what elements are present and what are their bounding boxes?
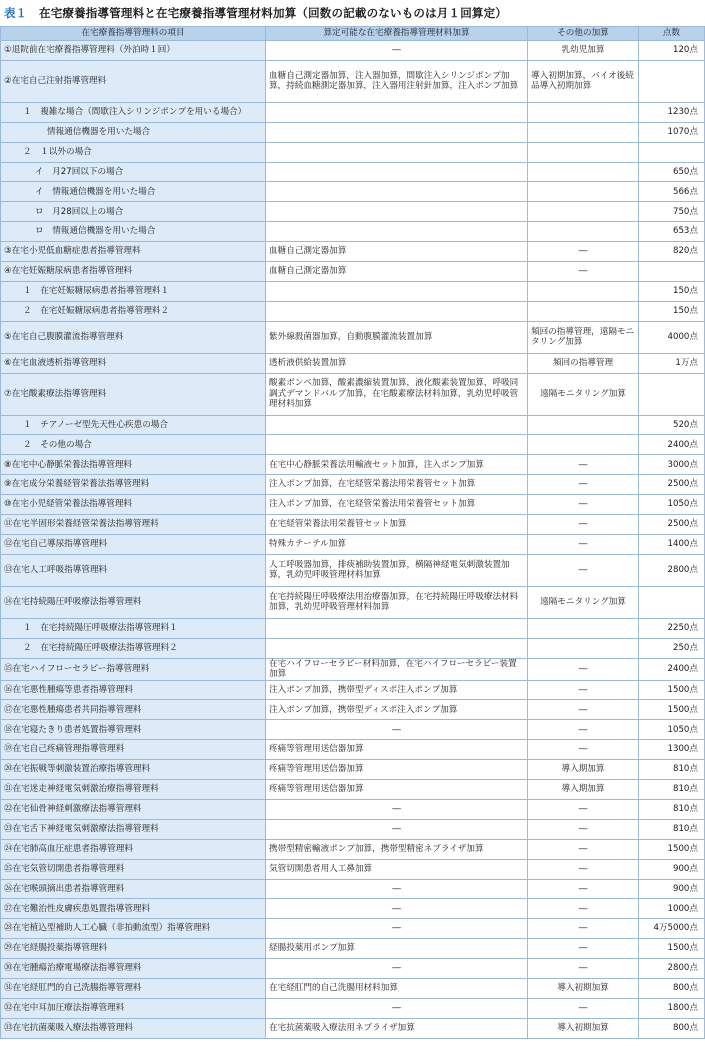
addition-cell: ― [266,879,528,899]
other-addition-cell: 導入初期加算 [528,978,639,998]
points-cell: 4000点 [639,321,705,353]
points-cell: 150点 [639,301,705,321]
table-title [0,0,705,26]
points-cell: 1070点 [639,122,705,142]
item-cell: ⑳在宅振戦等刺激装置治療指導管理料 [1,760,266,780]
table-row [1,182,705,202]
addition-cell [266,435,528,455]
addition-cell: 疼痛等管理用送信器加算 [266,740,528,760]
other-addition-cell: ― [528,919,639,939]
points-cell: 120点 [639,41,705,61]
item-cell: ２ その他の場合 [1,435,266,455]
other-addition-cell: ― [528,879,639,899]
other-addition-cell: ― [528,554,639,586]
addition-cell: 注入ポンプ加算，在宅経管栄養法用栄養管セット加算 [266,475,528,495]
other-addition-cell: 乳幼児加算 [528,41,639,61]
addition-cell: ― [266,819,528,839]
item-cell: １ 在宅妊娠糖尿病患者指導管理料１ [1,281,266,301]
addition-cell [266,638,528,658]
table-row [1,658,705,680]
other-addition-cell: ― [528,839,639,859]
other-addition-cell: ― [528,262,639,282]
addition-cell: 在宅ハイフローセラピー材料加算，在宅ハイフローセラピー装置加算 [266,658,528,680]
item-cell: ㉓在宅舌下神経電気刺激療法指導管理料 [1,819,266,839]
addition-cell [266,202,528,222]
addition-cell [266,618,528,638]
points-cell: 1万点 [639,353,705,373]
item-cell: ２ １以外の場合 [1,142,266,162]
other-addition-cell: ― [528,455,639,475]
addition-cell [266,162,528,182]
item-cell: ㉜在宅中耳加圧療法指導管理料 [1,998,266,1018]
item-cell: ㉚在宅腫瘍治療電場療法指導管理料 [1,959,266,979]
header-item: 在宅療養指導管理料の項目 [1,27,266,41]
table-row [1,222,705,242]
other-addition-cell: ― [528,242,639,262]
points-cell [639,142,705,162]
addition-cell: 紫外線殺菌器加算，自動腹膜灌流装置加算 [266,321,528,353]
table-row [1,1018,705,1038]
points-cell: 1050点 [639,495,705,515]
other-addition-cell [528,435,639,455]
other-addition-cell: ― [528,799,639,819]
other-addition-cell: ― [528,475,639,495]
table-row [1,321,705,353]
item-cell: ⑥在宅血液透析指導管理料 [1,353,266,373]
item-cell: イ 月27回以下の場合 [1,162,266,182]
item-cell: ④在宅妊娠糖尿病患者指導管理料 [1,262,266,282]
points-cell: 2400点 [639,658,705,680]
table-row [1,799,705,819]
item-cell: ⑩在宅小児経管栄養法指導管理料 [1,495,266,515]
other-addition-cell: ― [528,515,639,535]
other-addition-cell [528,415,639,435]
table-row [1,554,705,586]
table-row [1,899,705,919]
item-cell: ⑮在宅ハイフローセラピー指導管理料 [1,658,266,680]
other-addition-cell [528,222,639,242]
other-addition-cell: 頻回の指導管理 [528,353,639,373]
item-cell: ⑨在宅成分栄養経管栄養法指導管理料 [1,475,266,495]
other-addition-cell: 導入初期加算 [528,1018,639,1038]
points-cell [639,586,705,618]
addition-cell: 気管切開患者用人工鼻加算 [266,859,528,879]
item-cell: ㉖在宅喉頭摘出患者指導管理料 [1,879,266,899]
table-row [1,680,705,700]
table-row [1,819,705,839]
table-row [1,586,705,618]
table-row [1,978,705,998]
table-row [1,618,705,638]
item-cell: ㉘在宅植込型補助人工心臓（非拍動流型）指導管理料 [1,919,266,939]
addition-cell: 在宅持続陽圧呼吸療法用治療器加算，在宅持続陽圧呼吸療法材料加算，乳幼児呼吸管理材料加算 [266,586,528,618]
points-cell: 1400点 [639,534,705,554]
item-cell: ロ 月28回以上の場合 [1,202,266,222]
addition-cell: 経腸投薬用ポンプ加算 [266,939,528,959]
table-label: 表１ [4,6,27,20]
other-addition-cell: ― [528,819,639,839]
addition-cell [266,122,528,142]
table-row [1,301,705,321]
addition-cell: 透析液供給装置加算 [266,353,528,373]
addition-cell: 携帯型精密輸液ポンプ加算，携帯型精密ネブライザ加算 [266,839,528,859]
addition-cell: 血糖自己測定器加算 [266,242,528,262]
points-cell: 1500点 [639,680,705,700]
points-cell: 3000点 [639,455,705,475]
table-row [1,780,705,800]
item-cell: ⑱在宅寝たきり患者処置指導管理料 [1,720,266,740]
table-row [1,859,705,879]
addition-cell: 特殊カテーテル加算 [266,534,528,554]
item-cell: ㉗在宅難治性皮膚疾患処置指導管理料 [1,899,266,919]
addition-cell: ― [266,720,528,740]
item-cell: ㉙在宅経腸投薬指導管理料 [1,939,266,959]
other-addition-cell [528,202,639,222]
addition-cell: 在宅中心静脈栄養法用輸液セット加算，注入ポンプ加算 [266,455,528,475]
points-cell: 2500点 [639,475,705,495]
other-addition-cell: ― [528,700,639,720]
item-cell: ㉝在宅抗菌薬吸入療法指導管理料 [1,1018,266,1038]
table-row [1,638,705,658]
other-addition-cell: ― [528,720,639,740]
table-row [1,959,705,979]
other-addition-cell: 導入期加算 [528,780,639,800]
item-cell: １ チアノーゼ型先天性心疾患の場合 [1,415,266,435]
points-cell: 1800点 [639,998,705,1018]
addition-cell: 注入ポンプ加算，在宅経管栄養法用栄養管セット加算 [266,495,528,515]
addition-cell [266,301,528,321]
item-cell: ⑦在宅酸素療法指導管理料 [1,373,266,415]
table-row [1,242,705,262]
addition-cell: 血糖自己測定器加算，注入器加算，間歇注入シリンジポンプ加算，持続血糖測定器加算，注入器用注射針加算，注入ポンプ加算 [266,60,528,102]
other-addition-cell: ― [528,658,639,680]
item-cell: ２ 在宅持続陽圧呼吸療法指導管理料２ [1,638,266,658]
item-cell: 情報通信機器を用いた場合 [1,122,266,142]
other-addition-cell [528,142,639,162]
table-row [1,455,705,475]
management-fee-table [0,26,705,1039]
item-cell: ②在宅自己注射指導管理料 [1,60,266,102]
addition-cell: 注入ポンプ加算，携帯型ディスポ注入ポンプ加算 [266,700,528,720]
addition-cell: 疼痛等管理用送信器加算 [266,760,528,780]
item-cell: ⑲在宅自己疼痛管理指導管理料 [1,740,266,760]
item-cell: ２ 在宅妊娠糖尿病患者指導管理料２ [1,301,266,321]
points-cell: 2800点 [639,959,705,979]
addition-cell: 人工呼吸器加算，排痰補助装置加算，横隔神経電気刺激装置加算，乳幼児呼吸管理材料加算 [266,554,528,586]
table-row [1,495,705,515]
points-cell: 150点 [639,281,705,301]
points-cell: 4万5000点 [639,919,705,939]
points-cell: 820点 [639,242,705,262]
item-cell: ⑭在宅持続陽圧呼吸療法指導管理料 [1,586,266,618]
table-row [1,475,705,495]
other-addition-cell: ― [528,740,639,760]
other-addition-cell [528,301,639,321]
points-cell: 650点 [639,162,705,182]
item-cell: ⑫在宅自己導尿指導管理料 [1,534,266,554]
table-body [1,41,705,1039]
other-addition-cell: ― [528,959,639,979]
addition-cell [266,182,528,202]
addition-cell: 酸素ボンベ加算，酸素濃縮装置加算，液化酸素装置加算，呼吸同調式デマンドバルブ加算，在宅酸素療法材料加算，乳幼児呼吸管理材料加算 [266,373,528,415]
points-cell: 810点 [639,780,705,800]
addition-cell: ― [266,998,528,1018]
points-cell: 1000点 [639,899,705,919]
header-other: その他の加算 [528,27,639,41]
addition-cell: 在宅抗菌薬吸入療法用ネブライザ加算 [266,1018,528,1038]
points-cell [639,262,705,282]
points-cell: 800点 [639,978,705,998]
addition-cell [266,222,528,242]
other-addition-cell [528,618,639,638]
item-cell: イ 情報通信機器を用いた場合 [1,182,266,202]
points-cell: 1230点 [639,102,705,122]
other-addition-cell: ― [528,495,639,515]
points-cell: 653点 [639,222,705,242]
other-addition-cell: ― [528,859,639,879]
item-cell: ①退院前在宅療養指導管理料（外泊時１回） [1,41,266,61]
addition-cell: ― [266,959,528,979]
points-cell: 2250点 [639,618,705,638]
addition-cell: ― [266,919,528,939]
header-row [1,27,705,41]
other-addition-cell: 導入期加算 [528,760,639,780]
other-addition-cell [528,162,639,182]
addition-cell: ― [266,899,528,919]
other-addition-cell: 遠隔モニタリング加算 [528,373,639,415]
table-row [1,939,705,959]
item-cell: ⑯在宅悪性腫瘍等患者指導管理料 [1,680,266,700]
addition-cell: 在宅経肛門的自己洗腸用材料加算 [266,978,528,998]
other-addition-cell [528,102,639,122]
addition-cell: 注入ポンプ加算，携帯型ディスポ注入ポンプ加算 [266,680,528,700]
table-row [1,41,705,61]
addition-cell: 疼痛等管理用送信器加算 [266,780,528,800]
table-row [1,60,705,102]
points-cell: 1500点 [639,939,705,959]
points-cell: 2500点 [639,515,705,535]
points-cell: 566点 [639,182,705,202]
points-cell [639,373,705,415]
points-cell: 810点 [639,799,705,819]
points-cell: 2800点 [639,554,705,586]
item-cell: ⑪在宅半固形栄養経管栄養法指導管理料 [1,515,266,535]
points-cell: 810点 [639,819,705,839]
table-row [1,720,705,740]
table-title-text: 在宅療養指導管理料と在宅療養指導管理材料加算（回数の記載のないものは月１回算定） [39,6,507,20]
other-addition-cell: ― [528,534,639,554]
points-cell: 1500点 [639,839,705,859]
item-cell: ⑤在宅自己腹膜灌流指導管理料 [1,321,266,353]
addition-cell [266,102,528,122]
item-cell: ⑬在宅人工呼吸指導管理料 [1,554,266,586]
points-cell: 750点 [639,202,705,222]
item-cell: ㉕在宅気管切開患者指導管理料 [1,859,266,879]
table-row [1,879,705,899]
table-row [1,281,705,301]
item-cell: １ 在宅持続陽圧呼吸療法指導管理料１ [1,618,266,638]
item-cell: ③在宅小児低血糖症患者指導管理料 [1,242,266,262]
other-addition-cell: ― [528,939,639,959]
item-cell: ㉔在宅肺高血圧症患者指導管理料 [1,839,266,859]
item-cell: ㉛在宅経肛門的自己洗腸指導管理料 [1,978,266,998]
addition-cell [266,281,528,301]
item-cell: ロ 情報通信機器を用いた場合 [1,222,266,242]
other-addition-cell: 導入初期加算，バイオ後続品導入初期加算 [528,60,639,102]
table-row [1,998,705,1018]
addition-cell: 血糖自己測定器加算 [266,262,528,282]
item-cell: １ 複雑な場合（間歇注入シリンジポンプを用いる場合） [1,102,266,122]
table-row [1,142,705,162]
points-cell [639,60,705,102]
table-row [1,740,705,760]
points-cell: 800点 [639,1018,705,1038]
points-cell: 1300点 [639,740,705,760]
table-row [1,102,705,122]
other-addition-cell [528,122,639,142]
addition-cell: ― [266,799,528,819]
header-addition: 算定可能な在宅療養指導管理材料加算 [266,27,528,41]
points-cell: 900点 [639,859,705,879]
points-cell: 2400点 [639,435,705,455]
other-addition-cell [528,182,639,202]
points-cell: 1500点 [639,700,705,720]
points-cell: 810点 [639,760,705,780]
points-cell: 1050点 [639,720,705,740]
item-cell: ⑰在宅悪性腫瘍患者共同指導管理料 [1,700,266,720]
table-row [1,760,705,780]
header-points: 点数 [639,27,705,41]
table-row [1,919,705,939]
table-row [1,515,705,535]
table-row [1,262,705,282]
item-cell: ㉒在宅仙骨神経刺激療法指導管理料 [1,799,266,819]
table-row [1,700,705,720]
addition-cell: 在宅経管栄養法用栄養管セット加算 [266,515,528,535]
table-row [1,415,705,435]
addition-cell [266,142,528,162]
other-addition-cell: ― [528,998,639,1018]
other-addition-cell [528,281,639,301]
points-cell: 250点 [639,638,705,658]
table-row [1,122,705,142]
table-row [1,534,705,554]
table-row [1,435,705,455]
item-cell: ⑧在宅中心静脈栄養法指導管理料 [1,455,266,475]
other-addition-cell [528,638,639,658]
other-addition-cell: 遠隔モニタリング加算 [528,586,639,618]
other-addition-cell: 頻回の指導管理，遠隔モニタリング加算 [528,321,639,353]
other-addition-cell: ― [528,899,639,919]
other-addition-cell: ― [528,680,639,700]
addition-cell: ― [266,41,528,61]
table-row [1,839,705,859]
table-row [1,373,705,415]
points-cell: 900点 [639,879,705,899]
addition-cell [266,415,528,435]
table-row [1,353,705,373]
table-row [1,202,705,222]
item-cell: ㉑在宅迷走神経電気刺激治療指導管理料 [1,780,266,800]
points-cell: 520点 [639,415,705,435]
table-row [1,162,705,182]
